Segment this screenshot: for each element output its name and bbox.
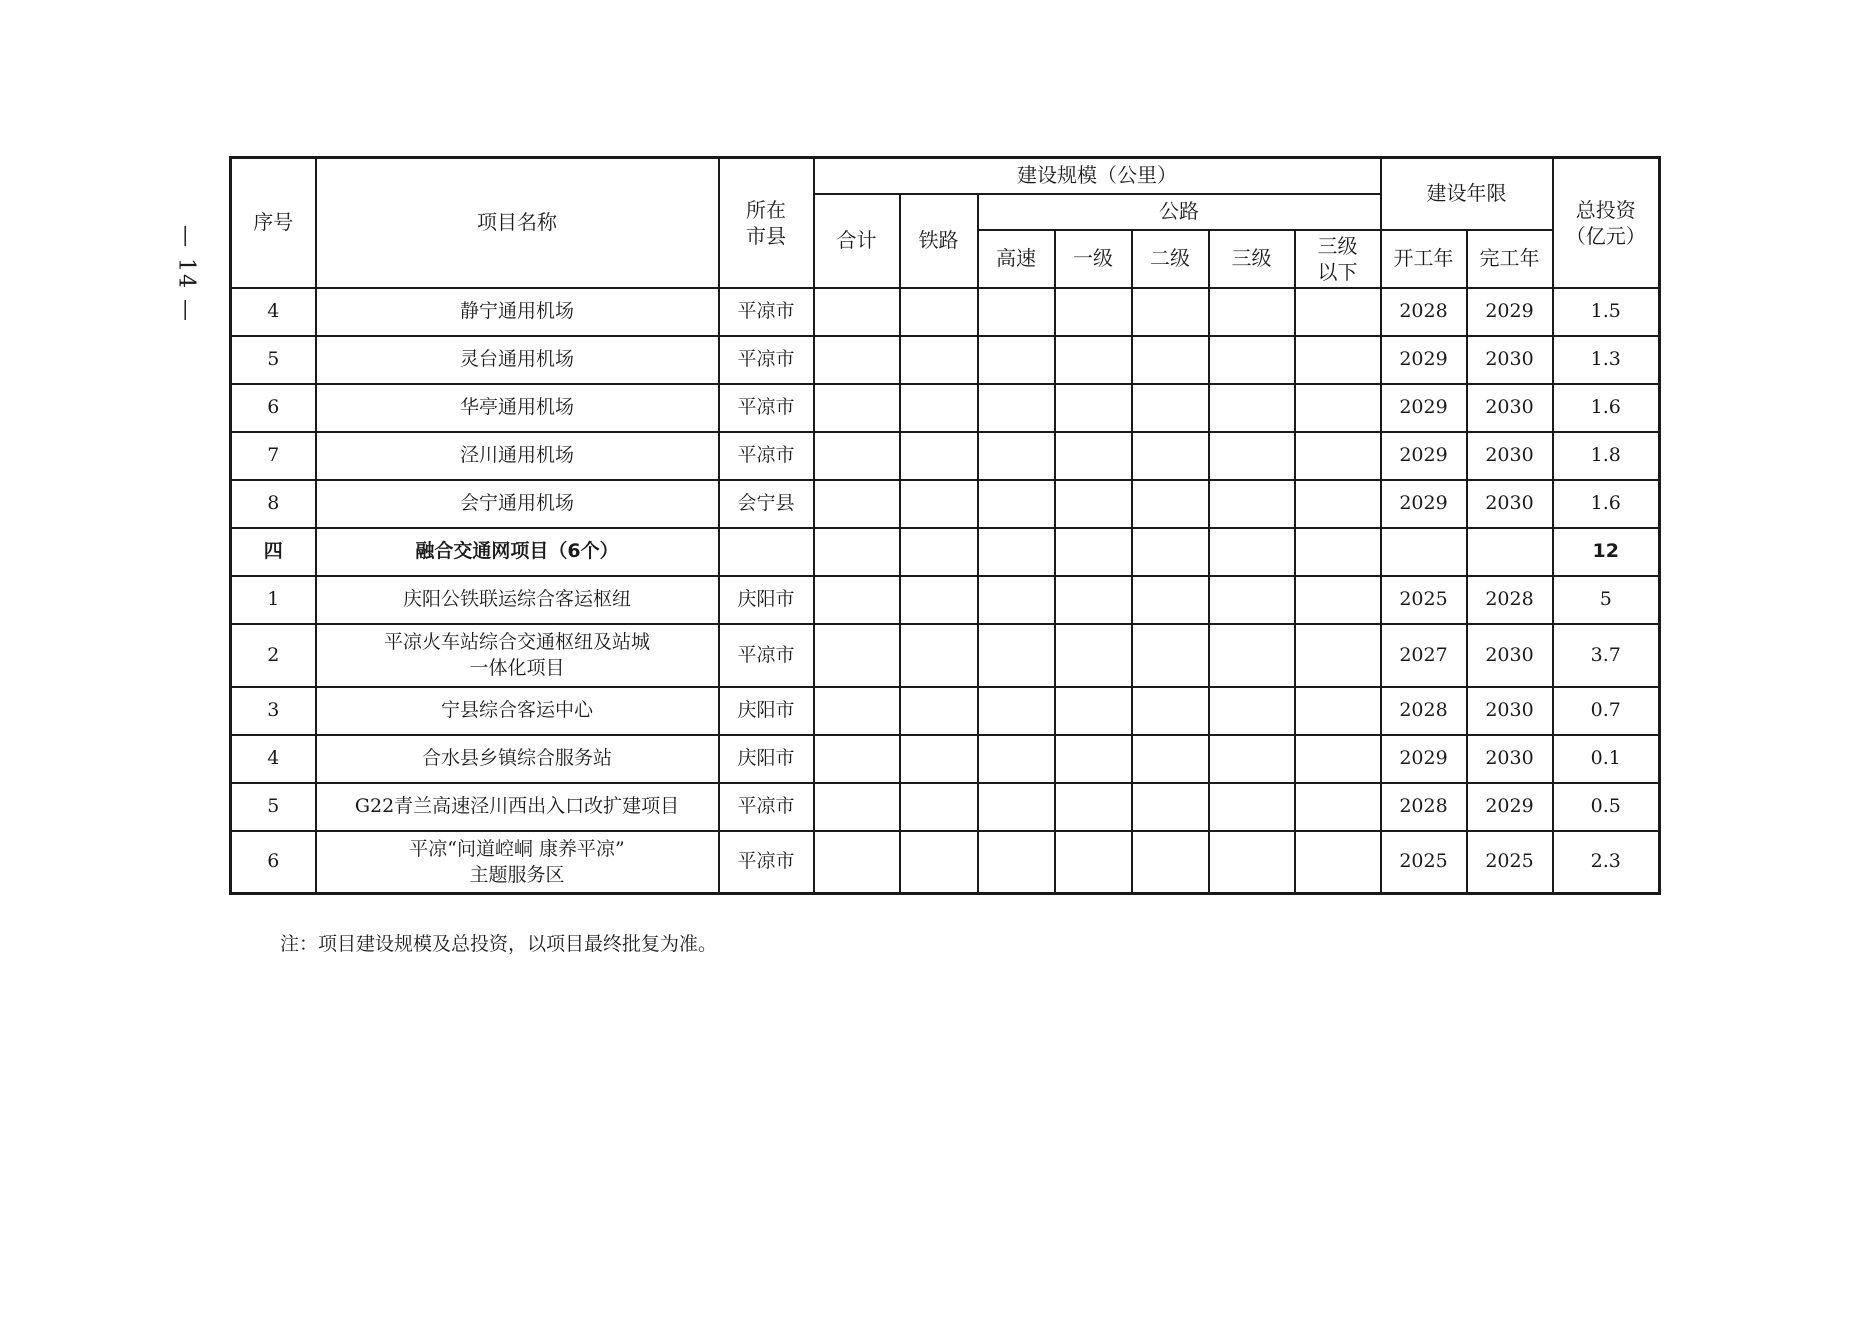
cell-section-investment: 12: [1553, 528, 1660, 576]
cell-empty: [900, 480, 978, 528]
cell-empty: [978, 687, 1055, 735]
header-city: [719, 158, 814, 288]
cell-empty: [900, 735, 978, 783]
cell-empty: [1055, 336, 1132, 384]
header-grade3: 三级: [1209, 230, 1295, 288]
cell-investment: 1.6: [1553, 480, 1660, 528]
cell-empty: [1209, 480, 1295, 528]
cell-start-year: 2029: [1381, 336, 1467, 384]
cell-empty: [814, 480, 900, 528]
cell-empty: [978, 432, 1055, 480]
cell-project-name: 宁县综合客运中心: [316, 687, 719, 735]
cell-empty: [1055, 687, 1132, 735]
cell-seq: 8: [231, 480, 316, 528]
cell-city: 平凉市: [719, 624, 814, 687]
cell-empty: [978, 783, 1055, 831]
cell-project-name: 华亭通用机场: [316, 384, 719, 432]
cell-empty: [1209, 528, 1295, 576]
cell-seq: 4: [231, 288, 316, 336]
cell-empty: [1295, 783, 1381, 831]
cell-start-year: 2029: [1381, 735, 1467, 783]
footnote: 注：项目建设规模及总投资，以项目最终批复为准。: [280, 933, 718, 955]
cell-empty: [1132, 480, 1209, 528]
cell-end-year: 2030: [1467, 735, 1553, 783]
table-row: [231, 336, 1660, 384]
cell-empty: [814, 576, 900, 624]
header-investment-line2: （亿元）: [1565, 223, 1646, 248]
header-total-investment: [1553, 158, 1660, 288]
header-project-name: 项目名称: [316, 158, 719, 288]
cell-empty: [814, 687, 900, 735]
cell-empty: [900, 336, 978, 384]
cell-empty: [1295, 384, 1381, 432]
header-end-year: 完工年: [1467, 230, 1553, 288]
cell-section-name: 融合交通网项目（6个）: [316, 528, 719, 576]
cell-project-name: 庆阳公铁联运综合客运枢纽: [316, 576, 719, 624]
cell-investment: 1.3: [1553, 336, 1660, 384]
cell-empty: [814, 528, 900, 576]
cell-city: 平凉市: [719, 831, 814, 894]
cell-empty: [814, 735, 900, 783]
cell-seq: 5: [231, 336, 316, 384]
cell-start-year: 2027: [1381, 624, 1467, 687]
cell-seq: 5: [231, 783, 316, 831]
cell-empty: [1295, 576, 1381, 624]
table-row: [231, 288, 1660, 336]
cell-end-year: 2030: [1467, 624, 1553, 687]
cell-city: 平凉市: [719, 336, 814, 384]
cell-seq: 1: [231, 576, 316, 624]
header-expressway: 高速: [978, 230, 1055, 288]
cell-empty: [978, 336, 1055, 384]
cell-investment: 1.6: [1553, 384, 1660, 432]
table-row: [231, 624, 1660, 687]
cell-city: 平凉市: [719, 288, 814, 336]
cell-empty: [900, 528, 978, 576]
cell-seq: 6: [231, 384, 316, 432]
cell-empty: [1132, 624, 1209, 687]
cell-empty: [1209, 624, 1295, 687]
cell-empty: [1055, 735, 1132, 783]
cell-city: 会宁县: [719, 480, 814, 528]
cell-empty: [978, 480, 1055, 528]
header-total: 合计: [814, 194, 900, 288]
cell-empty: [1295, 480, 1381, 528]
cell-empty: [1055, 783, 1132, 831]
project-name-line1: 平凉火车站综合交通枢纽及站城: [383, 631, 650, 653]
cell-empty: [1209, 288, 1295, 336]
cell-empty: [1295, 288, 1381, 336]
cell-empty: [1132, 336, 1209, 384]
cell-empty: [1295, 687, 1381, 735]
cell-start-year: 2028: [1381, 687, 1467, 735]
cell-city: 庆阳市: [719, 687, 814, 735]
cell-end-year: 2029: [1467, 288, 1553, 336]
cell-city: 平凉市: [719, 384, 814, 432]
cell-seq: 2: [231, 624, 316, 687]
cell-section-seq: 四: [231, 528, 316, 576]
cell-investment: 1.8: [1553, 432, 1660, 480]
cell-project-name: [316, 624, 719, 687]
cell-seq: 4: [231, 735, 316, 783]
section-row: [231, 528, 1660, 576]
cell-empty: [1055, 384, 1132, 432]
cell-project-name: 合水县乡镇综合服务站: [316, 735, 719, 783]
cell-empty: [1209, 576, 1295, 624]
cell-empty: [1132, 288, 1209, 336]
cell-empty: [1132, 384, 1209, 432]
table-row: [231, 783, 1660, 831]
cell-investment: 3.7: [1553, 624, 1660, 687]
header-city-line1: 所在: [746, 197, 786, 222]
cell-empty: [1295, 624, 1381, 687]
cell-empty: [1209, 336, 1295, 384]
cell-city: 庆阳市: [719, 735, 814, 783]
cell-empty: [1209, 735, 1295, 783]
cell-empty: [1295, 336, 1381, 384]
cell-investment: 1.5: [1553, 288, 1660, 336]
cell-end-year: 2029: [1467, 783, 1553, 831]
cell-start-year: 2029: [1381, 432, 1467, 480]
cell-empty: [1055, 480, 1132, 528]
header-seq: 序号: [231, 158, 316, 288]
cell-project-name: 静宁通用机场: [316, 288, 719, 336]
header-below3-line2: 以下: [1317, 259, 1358, 284]
cell-empty: [1132, 831, 1209, 894]
cell-empty: [719, 528, 814, 576]
cell-end-year: 2025: [1467, 831, 1553, 894]
cell-start-year: 2029: [1381, 384, 1467, 432]
cell-end-year: 2030: [1467, 336, 1553, 384]
project-name-line1: 平凉“问道崆峒 康养平凉”: [409, 837, 625, 860]
cell-project-name: 灵台通用机场: [316, 336, 719, 384]
cell-empty: [1055, 432, 1132, 480]
header-row-1: [231, 158, 1660, 194]
cell-investment: 2.3: [1553, 831, 1660, 894]
cell-empty: [900, 576, 978, 624]
cell-end-year: 2030: [1467, 687, 1553, 735]
cell-empty: [1209, 783, 1295, 831]
header-construction-scale: 建设规模（公里）: [814, 158, 1381, 194]
cell-start-year: 2028: [1381, 288, 1467, 336]
cell-empty: [900, 288, 978, 336]
header-grade2: 二级: [1132, 230, 1209, 288]
cell-empty: [814, 384, 900, 432]
cell-end-year: 2030: [1467, 384, 1553, 432]
table-row: [231, 735, 1660, 783]
cell-investment: 0.7: [1553, 687, 1660, 735]
cell-empty: [1295, 831, 1381, 894]
table-row: [231, 432, 1660, 480]
cell-empty: [1295, 528, 1381, 576]
cell-seq: 7: [231, 432, 316, 480]
cell-end-year: 2030: [1467, 432, 1553, 480]
cell-end-year: 2030: [1467, 480, 1553, 528]
cell-end-year: 2028: [1467, 576, 1553, 624]
cell-empty: [1055, 288, 1132, 336]
header-construction-years: 建设年限: [1381, 158, 1553, 230]
cell-empty: [900, 384, 978, 432]
cell-empty: [1132, 783, 1209, 831]
header-railway: 铁路: [900, 194, 978, 288]
cell-investment: 0.1: [1553, 735, 1660, 783]
project-name-line2: 一体化项目: [469, 657, 565, 679]
cell-empty: [978, 288, 1055, 336]
cell-city: 平凉市: [719, 783, 814, 831]
cell-empty: [900, 432, 978, 480]
cell-empty: [978, 735, 1055, 783]
cell-empty: [1209, 432, 1295, 480]
project-table: [229, 156, 1661, 895]
cell-empty: [1209, 831, 1295, 894]
cell-empty: [1132, 576, 1209, 624]
cell-empty: [1055, 831, 1132, 894]
cell-seq: 3: [231, 687, 316, 735]
cell-empty: [1209, 687, 1295, 735]
cell-empty: [1295, 432, 1381, 480]
header-below3-line1: 三级: [1317, 233, 1358, 258]
cell-project-name: 泾川通用机场: [316, 432, 719, 480]
header-start-year: 开工年: [1381, 230, 1467, 288]
cell-empty: [1132, 687, 1209, 735]
cell-empty: [814, 288, 900, 336]
page-number: — 14 —: [173, 225, 199, 323]
table-row: [231, 480, 1660, 528]
cell-empty: [978, 831, 1055, 894]
table-row: [231, 687, 1660, 735]
cell-city: 庆阳市: [719, 576, 814, 624]
cell-start-year: 2028: [1381, 783, 1467, 831]
cell-empty: [1132, 735, 1209, 783]
cell-empty: [1055, 624, 1132, 687]
cell-empty: [814, 624, 900, 687]
cell-empty: [900, 624, 978, 687]
header-highway: 公路: [978, 194, 1381, 230]
cell-empty: [1055, 576, 1132, 624]
table-row: [231, 831, 1660, 894]
cell-empty: [900, 831, 978, 894]
cell-investment: 0.5: [1553, 783, 1660, 831]
cell-project-name: 会宁通用机场: [316, 480, 719, 528]
cell-empty: [900, 783, 978, 831]
cell-city: 平凉市: [719, 432, 814, 480]
cell-project-name: [316, 831, 719, 894]
cell-empty: [900, 687, 978, 735]
cell-start-year: 2029: [1381, 480, 1467, 528]
cell-empty: [978, 576, 1055, 624]
cell-empty: [814, 336, 900, 384]
header-below-grade3: [1295, 230, 1381, 288]
cell-empty: [1209, 384, 1295, 432]
cell-empty: [1467, 528, 1553, 576]
header-investment-line1: 总投资: [1575, 197, 1636, 222]
table-row: [231, 384, 1660, 432]
cell-empty: [1381, 528, 1467, 576]
cell-empty: [1132, 528, 1209, 576]
cell-empty: [978, 528, 1055, 576]
cell-start-year: 2025: [1381, 576, 1467, 624]
cell-empty: [814, 831, 900, 894]
project-name-line2: 主题服务区: [469, 863, 565, 886]
cell-empty: [814, 783, 900, 831]
cell-empty: [978, 624, 1055, 687]
cell-empty: [1132, 432, 1209, 480]
cell-empty: [814, 432, 900, 480]
cell-empty: [1055, 528, 1132, 576]
table-row: [231, 576, 1660, 624]
cell-start-year: 2025: [1381, 831, 1467, 894]
cell-investment: 5: [1553, 576, 1660, 624]
cell-project-name: G22青兰高速泾川西出入口改扩建项目: [316, 783, 719, 831]
cell-seq: 6: [231, 831, 316, 894]
cell-empty: [1295, 735, 1381, 783]
header-grade1: 一级: [1055, 230, 1132, 288]
cell-empty: [978, 384, 1055, 432]
header-city-line2: 市县: [746, 223, 786, 248]
